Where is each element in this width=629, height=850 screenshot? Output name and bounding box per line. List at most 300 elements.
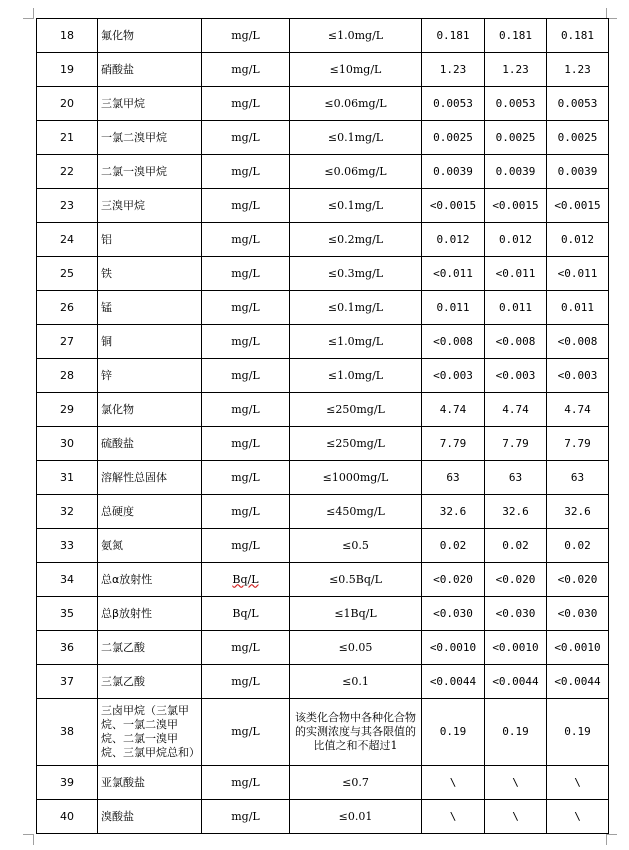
result-2: 0.0053	[495, 96, 536, 110]
result-3: 0.012	[560, 232, 595, 246]
item-name: 溴酸盐	[101, 809, 134, 823]
item-name-cell	[98, 257, 202, 291]
standard-limit: ≤1000mg/L	[322, 470, 389, 484]
standard-limit-cell	[290, 800, 422, 834]
unit-cell	[202, 597, 290, 631]
unit: mg/L	[231, 436, 260, 450]
result-3: <0.0015	[554, 198, 601, 212]
table-row	[37, 189, 609, 223]
result-2-cell	[485, 495, 547, 529]
unit: mg/L	[231, 334, 260, 348]
result-2: <0.0010	[492, 640, 539, 654]
table-row	[37, 53, 609, 87]
result-3-cell	[547, 393, 609, 427]
result-2: 0.0025	[495, 130, 536, 144]
result-1-cell	[422, 121, 485, 155]
result-1-cell	[422, 53, 485, 87]
item-name-cell	[98, 189, 202, 223]
standard-limit: ≤0.06mg/L	[324, 164, 387, 178]
standard-limit: ≤0.1mg/L	[327, 198, 384, 212]
standard-limit-cell	[290, 461, 422, 495]
item-name: 总β放射性	[101, 606, 153, 620]
result-3: <0.003	[557, 368, 598, 382]
result-2-cell	[485, 529, 547, 563]
row-number: 32	[60, 504, 74, 518]
result-2: 7.79	[502, 436, 529, 450]
result-2: 0.02	[502, 538, 529, 552]
unit: mg/L	[231, 538, 260, 552]
result-3-cell	[547, 631, 609, 665]
result-2-cell	[485, 121, 547, 155]
table-row	[37, 291, 609, 325]
standard-limit-cell	[290, 121, 422, 155]
result-2-cell	[485, 800, 547, 834]
standard-limit: ≤0.01	[338, 809, 373, 823]
item-name-cell	[98, 597, 202, 631]
standard-limit-cell	[290, 665, 422, 699]
result-1-cell	[422, 189, 485, 223]
standard-limit: ≤0.2mg/L	[327, 232, 384, 246]
result-1-cell	[422, 597, 485, 631]
item-name-cell	[98, 359, 202, 393]
result-2: <0.011	[495, 266, 536, 280]
item-name-cell	[98, 529, 202, 563]
row-number-cell	[37, 665, 98, 699]
result-1: 0.19	[439, 725, 467, 738]
result-3-cell	[547, 495, 609, 529]
result-3: \	[574, 809, 581, 823]
standard-limit-cell	[290, 597, 422, 631]
result-2: <0.030	[495, 606, 536, 620]
standard-limit-cell	[290, 393, 422, 427]
unit: mg/L	[231, 130, 260, 144]
row-number: 29	[60, 402, 74, 416]
row-number: 22	[60, 164, 74, 178]
standard-limit-cell	[290, 155, 422, 189]
standard-limit: 该类化合物中各种化合物的实测浓度与其各限值的比值之和不超过1	[295, 711, 416, 752]
standard-limit-cell	[290, 325, 422, 359]
item-name: 铝	[101, 232, 112, 246]
item-name: 总硬度	[101, 504, 134, 518]
result-3: 0.181	[560, 28, 595, 42]
result-3: <0.0010	[554, 640, 601, 654]
result-2-cell	[485, 325, 547, 359]
unit-cell	[202, 461, 290, 495]
standard-limit: ≤1Bq/L	[334, 606, 377, 620]
standard-limit: ≤0.1mg/L	[327, 130, 384, 144]
result-1-cell	[422, 19, 485, 53]
result-1-cell	[422, 291, 485, 325]
result-1: 0.012	[436, 232, 470, 246]
result-2-cell	[485, 393, 547, 427]
result-3-cell	[547, 800, 609, 834]
item-name-cell	[98, 461, 202, 495]
result-3-cell	[547, 529, 609, 563]
result-2: 0.19	[502, 725, 529, 738]
row-number-cell	[37, 155, 98, 189]
item-name-cell	[98, 766, 202, 800]
standard-limit: ≤1.0mg/L	[327, 368, 384, 382]
result-1: 0.0039	[433, 164, 473, 178]
item-name-cell	[98, 121, 202, 155]
row-number-cell	[37, 529, 98, 563]
standard-limit: ≤0.3mg/L	[327, 266, 384, 280]
item-name-cell	[98, 563, 202, 597]
result-1-cell	[422, 495, 485, 529]
row-number-cell	[37, 19, 98, 53]
standard-limit-cell	[290, 53, 422, 87]
item-name-cell	[98, 665, 202, 699]
row-number: 35	[60, 606, 74, 620]
result-2: <0.008	[495, 334, 536, 348]
standard-limit-cell	[290, 699, 422, 766]
row-number-cell	[37, 257, 98, 291]
standard-limit: ≤1.0mg/L	[327, 334, 384, 348]
row-number-cell	[37, 461, 98, 495]
row-number-cell	[37, 427, 98, 461]
result-1-cell	[422, 87, 485, 121]
unit-cell	[202, 53, 290, 87]
standard-limit-cell	[290, 223, 422, 257]
standard-limit: ≤0.05	[338, 640, 373, 654]
unit: Bq/L	[232, 606, 259, 620]
item-name-cell	[98, 631, 202, 665]
unit: Bq/L	[232, 572, 259, 586]
table-row	[37, 87, 609, 121]
row-number-cell	[37, 359, 98, 393]
table-row	[37, 597, 609, 631]
unit-cell	[202, 563, 290, 597]
unit-cell	[202, 325, 290, 359]
result-3: 0.011	[560, 300, 595, 314]
unit-cell	[202, 800, 290, 834]
result-3-cell	[547, 461, 609, 495]
result-1-cell	[422, 800, 485, 834]
item-name: 铁	[101, 266, 112, 280]
standard-limit: ≤250mg/L	[326, 402, 385, 416]
result-1: 0.011	[436, 300, 470, 314]
result-2-cell	[485, 597, 547, 631]
result-3-cell	[547, 699, 609, 766]
item-name-cell	[98, 495, 202, 529]
row-number-cell	[37, 121, 98, 155]
result-2: 0.011	[498, 300, 533, 314]
unit-cell	[202, 257, 290, 291]
result-2-cell	[485, 359, 547, 393]
item-name-cell	[98, 155, 202, 189]
standard-limit-cell	[290, 359, 422, 393]
result-3-cell	[547, 189, 609, 223]
unit: mg/L	[231, 640, 260, 654]
result-1-cell	[422, 461, 485, 495]
standard-limit: ≤0.5Bq/L	[329, 572, 382, 586]
row-number: 24	[60, 232, 74, 246]
result-3-cell	[547, 597, 609, 631]
row-number: 37	[60, 674, 74, 688]
item-name: 锌	[101, 368, 112, 382]
result-3: 0.02	[564, 538, 591, 552]
unit-cell	[202, 495, 290, 529]
row-number: 30	[60, 436, 74, 450]
result-1: \	[449, 809, 457, 823]
item-name: 三氯乙酸	[101, 674, 145, 688]
result-1: <0.0010	[429, 640, 477, 654]
row-number: 18	[60, 28, 74, 42]
row-number: 36	[60, 640, 74, 654]
table-row	[37, 325, 609, 359]
unit: mg/L	[231, 164, 260, 178]
result-3-cell	[547, 563, 609, 597]
result-2-cell	[485, 461, 547, 495]
result-3: 0.0039	[557, 164, 598, 178]
row-number-cell	[37, 597, 98, 631]
item-name-cell	[98, 800, 202, 834]
unit: mg/L	[231, 674, 260, 688]
result-2-cell	[485, 87, 547, 121]
row-number-cell	[37, 631, 98, 665]
table-row	[37, 495, 609, 529]
result-3-cell	[547, 223, 609, 257]
result-3: 1.23	[564, 62, 591, 76]
unit-cell	[202, 631, 290, 665]
unit-cell	[202, 427, 290, 461]
row-number-cell	[37, 291, 98, 325]
result-2: <0.020	[495, 572, 536, 586]
standard-limit-cell	[290, 631, 422, 665]
standard-limit-cell	[290, 19, 422, 53]
item-name: 氟化物	[101, 28, 134, 42]
table-row	[37, 800, 609, 834]
item-name-cell	[98, 325, 202, 359]
result-3: 4.74	[564, 402, 591, 416]
item-name: 溶解性总固体	[101, 470, 167, 484]
row-number: 40	[60, 809, 74, 823]
unit-cell	[202, 393, 290, 427]
row-number: 38	[60, 725, 74, 738]
item-name: 锰	[101, 300, 112, 314]
table-row	[37, 155, 609, 189]
row-number-cell	[37, 766, 98, 800]
result-1: 63	[446, 470, 460, 484]
table-row	[37, 427, 609, 461]
result-2: <0.0015	[492, 198, 539, 212]
table-row	[37, 359, 609, 393]
item-name: 硫酸盐	[101, 436, 134, 450]
item-name: 三溴甲烷	[101, 198, 145, 212]
row-number: 34	[60, 572, 74, 586]
result-1: 0.02	[439, 538, 467, 552]
result-1: 1.23	[439, 62, 467, 76]
result-3: <0.011	[557, 266, 598, 280]
result-1: <0.0015	[429, 198, 477, 212]
result-1-cell	[422, 393, 485, 427]
result-1-cell	[422, 427, 485, 461]
item-name: 总α放射性	[101, 572, 153, 586]
row-number-cell	[37, 495, 98, 529]
item-name-cell	[98, 291, 202, 325]
standard-limit: ≤1.0mg/L	[327, 28, 384, 42]
unit: mg/L	[231, 775, 260, 789]
unit-cell	[202, 766, 290, 800]
row-number: 19	[60, 62, 74, 76]
table-row	[37, 563, 609, 597]
result-1-cell	[422, 529, 485, 563]
standard-limit-cell	[290, 189, 422, 223]
result-2-cell	[485, 155, 547, 189]
result-1: 32.6	[439, 504, 467, 518]
standard-limit-cell	[290, 427, 422, 461]
result-3-cell	[547, 665, 609, 699]
item-name: 二氯乙酸	[101, 640, 145, 654]
result-2: 32.6	[502, 504, 529, 518]
page-corner-mark	[23, 834, 34, 845]
result-1: \	[449, 775, 457, 789]
unit: mg/L	[231, 96, 260, 110]
row-number: 28	[60, 368, 74, 382]
result-1-cell	[422, 325, 485, 359]
result-3-cell	[547, 155, 609, 189]
result-3: 32.6	[564, 504, 591, 518]
result-3: 0.0025	[557, 130, 598, 144]
table-row	[37, 461, 609, 495]
unit-cell	[202, 359, 290, 393]
unit-cell	[202, 529, 290, 563]
item-name: 氨氮	[101, 538, 123, 552]
row-number-cell	[37, 393, 98, 427]
result-1: 0.181	[436, 28, 470, 42]
result-1: 0.0025	[433, 130, 473, 144]
table-row	[37, 699, 609, 766]
item-name: 二氯一溴甲烷	[101, 164, 167, 178]
result-3-cell	[547, 87, 609, 121]
result-2-cell	[485, 53, 547, 87]
standard-limit: ≤0.1mg/L	[327, 300, 384, 314]
result-3-cell	[547, 325, 609, 359]
item-name-cell	[98, 19, 202, 53]
result-1: <0.030	[433, 606, 473, 620]
unit-cell	[202, 155, 290, 189]
result-2-cell	[485, 223, 547, 257]
table-row	[37, 631, 609, 665]
standard-limit-cell	[290, 291, 422, 325]
item-name: 亚氯酸盐	[101, 775, 145, 789]
item-name: 硝酸盐	[101, 62, 134, 76]
result-2-cell	[485, 699, 547, 766]
item-name: 铜	[101, 334, 112, 348]
result-1: <0.011	[433, 266, 473, 280]
row-number-cell	[37, 53, 98, 87]
result-3: 7.79	[564, 436, 591, 450]
row-number: 33	[60, 538, 74, 552]
item-name-cell	[98, 223, 202, 257]
row-number-cell	[37, 87, 98, 121]
unit-cell	[202, 19, 290, 53]
table-row	[37, 766, 609, 800]
result-3-cell	[547, 121, 609, 155]
result-1-cell	[422, 359, 485, 393]
result-1-cell	[422, 766, 485, 800]
row-number-cell	[37, 189, 98, 223]
unit: mg/L	[231, 28, 260, 42]
result-1-cell	[422, 699, 485, 766]
table-row	[37, 121, 609, 155]
table-row	[37, 257, 609, 291]
unit: mg/L	[231, 809, 260, 823]
result-3: <0.020	[557, 572, 598, 586]
result-2: \	[512, 809, 519, 823]
page-corner-mark	[606, 834, 617, 845]
result-3-cell	[547, 291, 609, 325]
unit: mg/L	[231, 300, 260, 314]
result-2: 1.23	[502, 62, 529, 76]
result-3: <0.008	[557, 334, 598, 348]
item-name: 三卤甲烷（三氯甲烷、一氯二溴甲烷、二氯一溴甲烷、三氯甲烷总和）	[101, 704, 200, 759]
result-3: 0.19	[564, 725, 591, 738]
result-2: 0.181	[498, 28, 533, 42]
result-1: <0.003	[433, 368, 473, 382]
standard-limit: ≤0.7	[342, 775, 369, 789]
result-1: <0.008	[433, 334, 473, 348]
unit: mg/L	[231, 198, 260, 212]
result-2: \	[512, 775, 519, 789]
result-3: 63	[570, 470, 585, 484]
unit: mg/L	[231, 232, 260, 246]
item-name: 氯化物	[101, 402, 134, 416]
unit-cell	[202, 87, 290, 121]
row-number-cell	[37, 699, 98, 766]
result-2-cell	[485, 19, 547, 53]
result-3-cell	[547, 257, 609, 291]
row-number: 31	[60, 470, 74, 484]
result-1-cell	[422, 665, 485, 699]
result-2-cell	[485, 291, 547, 325]
unit-cell	[202, 291, 290, 325]
item-name-cell	[98, 699, 202, 766]
result-1: 4.74	[439, 402, 467, 416]
standard-limit: ≤10mg/L	[329, 62, 382, 76]
row-number-cell	[37, 325, 98, 359]
standard-limit: ≤0.06mg/L	[324, 96, 387, 110]
result-2: 4.74	[502, 402, 529, 416]
standard-limit-cell	[290, 87, 422, 121]
row-number-cell	[37, 563, 98, 597]
unit-cell	[202, 665, 290, 699]
unit: mg/L	[231, 725, 260, 738]
water-quality-table	[36, 18, 609, 834]
standard-limit: ≤0.1	[342, 674, 369, 688]
standard-limit-cell	[290, 529, 422, 563]
row-number: 20	[60, 96, 74, 110]
result-2: <0.003	[495, 368, 536, 382]
unit-cell	[202, 699, 290, 766]
table-row	[37, 19, 609, 53]
result-1: 0.0053	[433, 96, 473, 110]
row-number-cell	[37, 223, 98, 257]
table-row	[37, 529, 609, 563]
row-number: 23	[60, 198, 74, 212]
standard-limit-cell	[290, 766, 422, 800]
standard-limit-cell	[290, 257, 422, 291]
row-number: 25	[60, 266, 74, 280]
item-name: 一氯二溴甲烷	[101, 130, 167, 144]
standard-limit-cell	[290, 563, 422, 597]
result-1-cell	[422, 223, 485, 257]
result-3-cell	[547, 359, 609, 393]
result-3-cell	[547, 19, 609, 53]
result-1: 7.79	[439, 436, 467, 450]
result-3-cell	[547, 766, 609, 800]
result-3-cell	[547, 53, 609, 87]
